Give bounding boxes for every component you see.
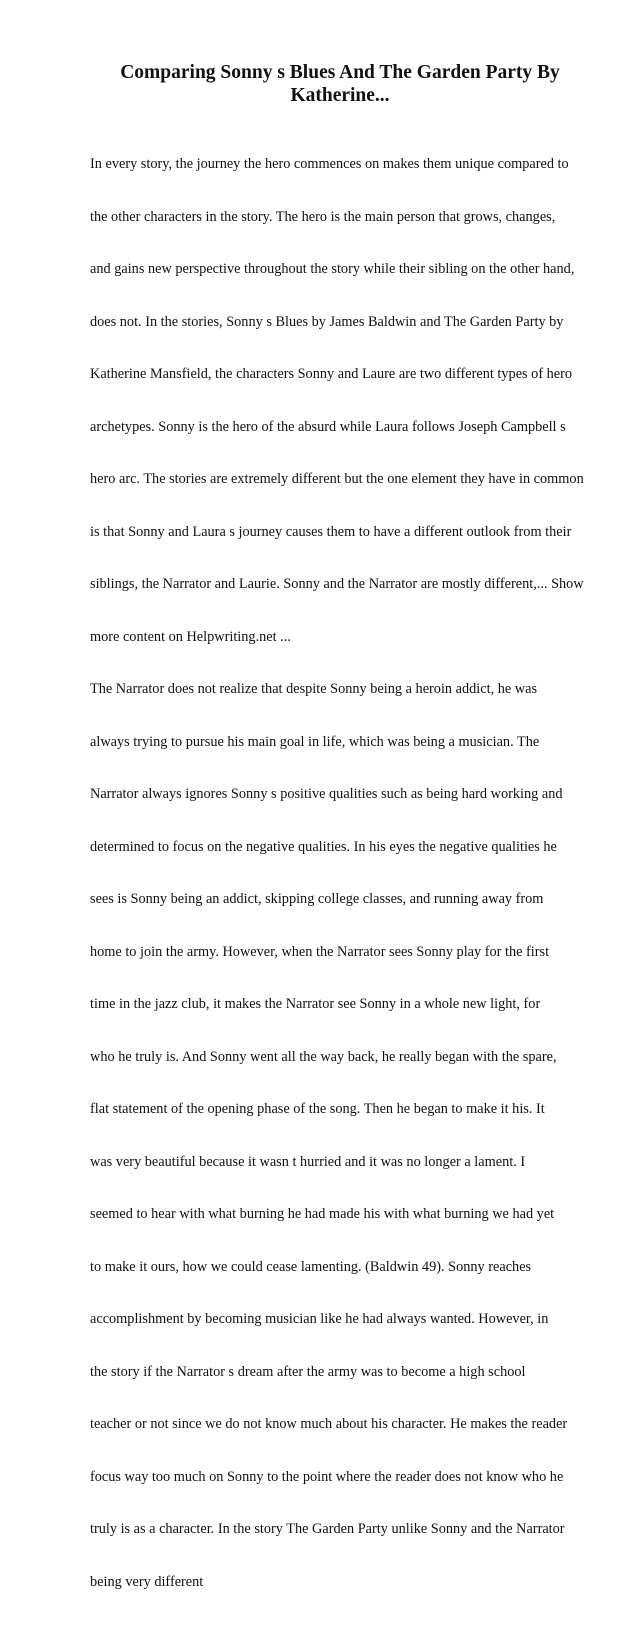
title-line: Katherine...: [290, 85, 390, 106]
body-line: determined to focus on the negative qualities. In his eyes the negative qualities he: [90, 838, 557, 855]
body-line: Narrator always ignores Sonny s positive qualities such as being hard working and: [90, 786, 563, 802]
body-line: always trying to pursue his main goal in life, which was being a musician. The: [90, 733, 540, 750]
body-line: is that Sonny and Laura s journey causes them to have a different outlook from their: [90, 523, 572, 540]
body-line: the other characters in the story. The hero is the main person that grows, changes,: [90, 208, 556, 225]
title-line: Comparing Sonny s Blues And The Garden Party By: [120, 62, 560, 83]
body-line: does not. In the stories, Sonny s Blues by James Baldwin and The Garden Party by: [90, 313, 564, 330]
body-line: The Narrator does not realize that despite Sonny being a heroin addict, he was: [90, 681, 538, 697]
body-line: siblings, the Narrator and Laurie. Sonny and the Narrator are mostly different,... Show: [90, 576, 584, 592]
body-line: hero arc. The stories are extremely different but the one element they have in common: [90, 471, 584, 487]
body-line: Katherine Mansfield, the characters Sonny and Laure are two different types of hero: [90, 366, 573, 382]
body-line: truly is as a character. In the story The Garden Party unlike Sonny and the Narrator: [90, 1521, 565, 1537]
body-line: and gains new perspective throughout the story while their sibling on the other hand,: [90, 261, 575, 277]
body-line: archetypes. Sonny is the hero of the absurd while Laura follows Joseph Campbell s: [90, 418, 566, 435]
body-line: focus way too much on Sonny to the point where the reader does not know who he: [90, 1468, 564, 1485]
body-line: teacher or not since we do not know much about his character. He makes the reader: [90, 1416, 568, 1432]
body-line: In every story, the journey the hero commences on makes them unique compared to: [90, 156, 569, 172]
body-line: flat statement of the opening phase of the song. Then he began to make it his. It: [90, 1101, 545, 1117]
body-line: home to join the army. However, when the Narrator sees Sonny play for the first: [90, 943, 550, 960]
body-line: who he truly is. And Sonny went all the way back, he really began with the spare,: [90, 1048, 557, 1065]
body-line: the story if the Narrator s dream after the army was to become a high school: [90, 1363, 526, 1380]
body-line: time in the jazz club, it makes the Narrator see Sonny in a whole new light, for: [90, 996, 541, 1012]
body-line: seemed to hear with what burning he had made his with what burning we had yet: [90, 1206, 555, 1222]
body-line: being very different: [90, 1573, 204, 1590]
document-body: [90, 121, 610, 1626]
body-line: sees is Sonny being an addict, skipping college classes, and running away from: [90, 891, 544, 907]
body-line: accomplishment by becoming musician like he had always wanted. However, in: [90, 1311, 549, 1327]
body-line: was very beautiful because it wasn t hurried and it was no longer a lament. I: [90, 1153, 526, 1170]
body-line: to make it ours, how we could cease lamenting. (Baldwin 49). Sonny reaches: [90, 1258, 532, 1275]
body-line: more content on Helpwriting.net ...: [90, 628, 291, 645]
document-title: [70, 61, 610, 107]
